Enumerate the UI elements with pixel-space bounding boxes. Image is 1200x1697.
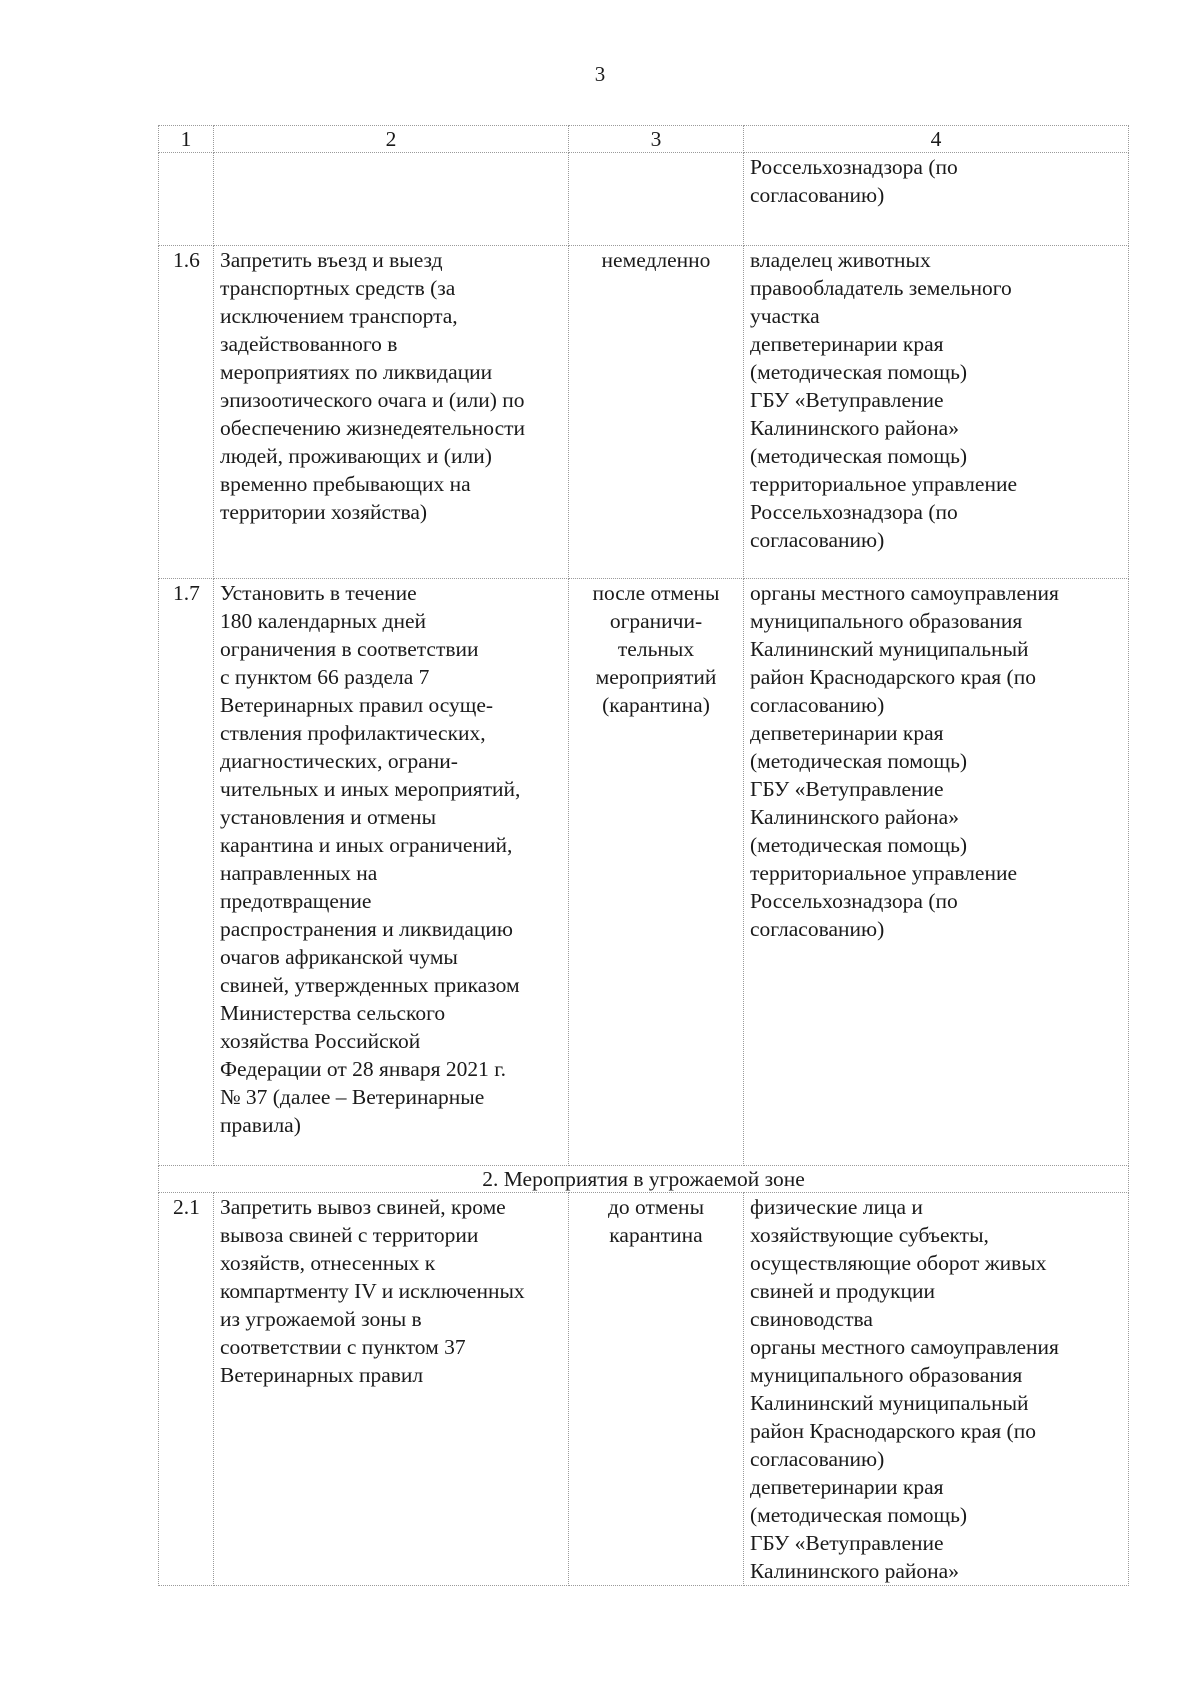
text-line: установления и отмены [220,805,437,829]
table-row [159,1193,1129,1586]
cell-action [214,246,569,579]
text-line: (методическая помощь) [750,749,968,773]
text-line: ограничи- [609,609,703,633]
text-line: Калининского района» [750,416,959,440]
text-line: ограничения в соответствии [220,637,479,661]
text-line: ГБУ «Ветуправление [750,777,944,801]
text-line: очагов африканской чумы [220,945,458,969]
text-line: Россельхознадзора (по [750,155,958,179]
cell-action [214,153,569,246]
text-line: карантина [609,1223,703,1247]
text-line: немедленно [601,248,711,272]
text-line: согласованию) [750,1447,885,1471]
text-line: территориальное управление [750,861,1018,885]
text-line: направленных на [220,861,378,885]
text-line: муниципального образования [750,1363,1023,1387]
text-line: депветеринарии края [750,332,944,356]
cell-action [214,579,569,1166]
table-row [159,579,1129,1166]
table-header-row [159,126,1129,153]
text-line: согласованию) [750,693,885,717]
text-line: чительных и иных мероприятий, [220,777,521,801]
text-line: свиней и продукции [750,1279,936,1303]
text-line: хозяйствующие субъекты, [750,1223,989,1247]
text-line: до отмены [607,1195,705,1219]
cell-num: 1.6 [159,246,214,579]
text-line: ствления профилактических, [220,721,486,745]
cell-num: 1.7 [159,579,214,1166]
text-line: участка [750,304,820,328]
cell-term [569,153,744,246]
cell-num: 2.1 [159,1193,214,1586]
text-line: вывоза свиней с территории [220,1223,479,1247]
cell-action [214,1193,569,1586]
text-line: компартменту IV и исключенных [220,1279,525,1303]
text-line: соответствии с пунктом 37 [220,1335,466,1359]
section-title: 2. Мероприятия в угрожаемой зоне [159,1166,1129,1193]
header-col-1: 1 [159,126,214,153]
text-line: эпизоотического очага и (или) по [220,388,525,412]
text-line: № 37 (далее – Ветеринарные [220,1085,485,1109]
table-row-continuation [159,153,1129,246]
text-line: осуществляющие оборот живых [750,1251,1047,1275]
header-col-3: 3 [569,126,744,153]
text-line: территории хозяйства) [220,500,428,524]
text-line: органы местного самоуправления [750,1335,1059,1359]
text-line: депветеринарии края [750,721,944,745]
text-line: Россельхознадзора (по [750,889,958,913]
text-line: депветеринарии края [750,1475,944,1499]
text-line: (методическая помощь) [750,833,968,857]
cell-responsible [744,246,1129,579]
page-number: 3 [594,62,606,86]
text-line: (методическая помощь) [750,360,968,384]
text-line: мероприятий [595,665,717,689]
text-line: Запретить въезд и выезд [220,248,443,272]
text-line: из угрожаемой зоны в [220,1307,422,1331]
text-line: людей, проживающих и (или) [220,444,492,468]
text-line: район Краснодарского края (по [750,1419,1036,1443]
text-line: свиноводства [750,1307,873,1331]
text-line: диагностических, ограни- [220,749,458,773]
text-line: мероприятиях по ликвидации [220,360,493,384]
text-line: ГБУ «Ветуправление [750,1531,944,1555]
cell-term [569,1193,744,1586]
text-line: тельных [617,637,695,661]
cell-term [569,246,744,579]
text-line: обеспечению жизнедеятельности [220,416,526,440]
text-line: район Краснодарского края (по [750,665,1036,689]
text-line: Калининского района» [750,1559,959,1583]
text-line: Ветеринарных правил [220,1363,424,1387]
text-line: хозяйств, отнесенных к [220,1251,436,1275]
text-line: карантина и иных ограничений, [220,833,513,857]
text-line: согласованию) [750,528,885,552]
text-line: после отмены [592,581,720,605]
text-line: (методическая помощь) [750,1503,968,1527]
text-line: Установить в течение [220,581,417,605]
text-line: территориальное управление [750,472,1018,496]
text-line: (карантина) [602,693,710,717]
text-line: Калининский муниципальный [750,1391,1029,1415]
measures-table [158,125,1129,1586]
text-line: Калининского района» [750,805,959,829]
text-line: Россельхознадзора (по [750,500,958,524]
header-col-4: 4 [744,126,1129,153]
text-line: правила) [220,1113,301,1137]
cell-responsible [744,153,1129,246]
text-line: Ветеринарных правил осуще- [220,693,494,717]
text-line: Федерации от 28 января 2021 г. [220,1057,506,1081]
table-row [159,246,1129,579]
text-line: свиней, утвержденных приказом [220,973,520,997]
text-line: задействованного в [220,332,398,356]
text-line: владелец животных [750,248,931,272]
header-col-2: 2 [214,126,569,153]
cell-num [159,153,214,246]
text-line: Министерства сельского [220,1001,446,1025]
text-line: физические лица и [750,1195,923,1219]
text-line: согласованию) [750,917,885,941]
cell-responsible [744,579,1129,1166]
text-line: согласованию) [750,183,885,207]
text-line: Калининский муниципальный [750,637,1029,661]
text-line: (методическая помощь) [750,444,968,468]
text-line: исключением транспорта, [220,304,458,328]
text-line: транспортных средств (за [220,276,456,300]
text-line: 180 календарных дней [220,609,427,633]
text-line: ГБУ «Ветуправление [750,388,944,412]
text-line: хозяйства Российской [220,1029,421,1053]
text-line: предотвращение [220,889,372,913]
text-line: органы местного самоуправления [750,581,1059,605]
text-line: правообладатель земельного [750,276,1012,300]
section-heading-row [159,1166,1129,1193]
cell-term [569,579,744,1166]
cell-responsible [744,1193,1129,1586]
text-line: временно пребывающих на [220,472,471,496]
text-line: распространения и ликвидацию [220,917,513,941]
text-line: Запретить вывоз свиней, кроме [220,1195,506,1219]
text-line: с пунктом 66 раздела 7 [220,665,430,689]
text-line: муниципального образования [750,609,1023,633]
